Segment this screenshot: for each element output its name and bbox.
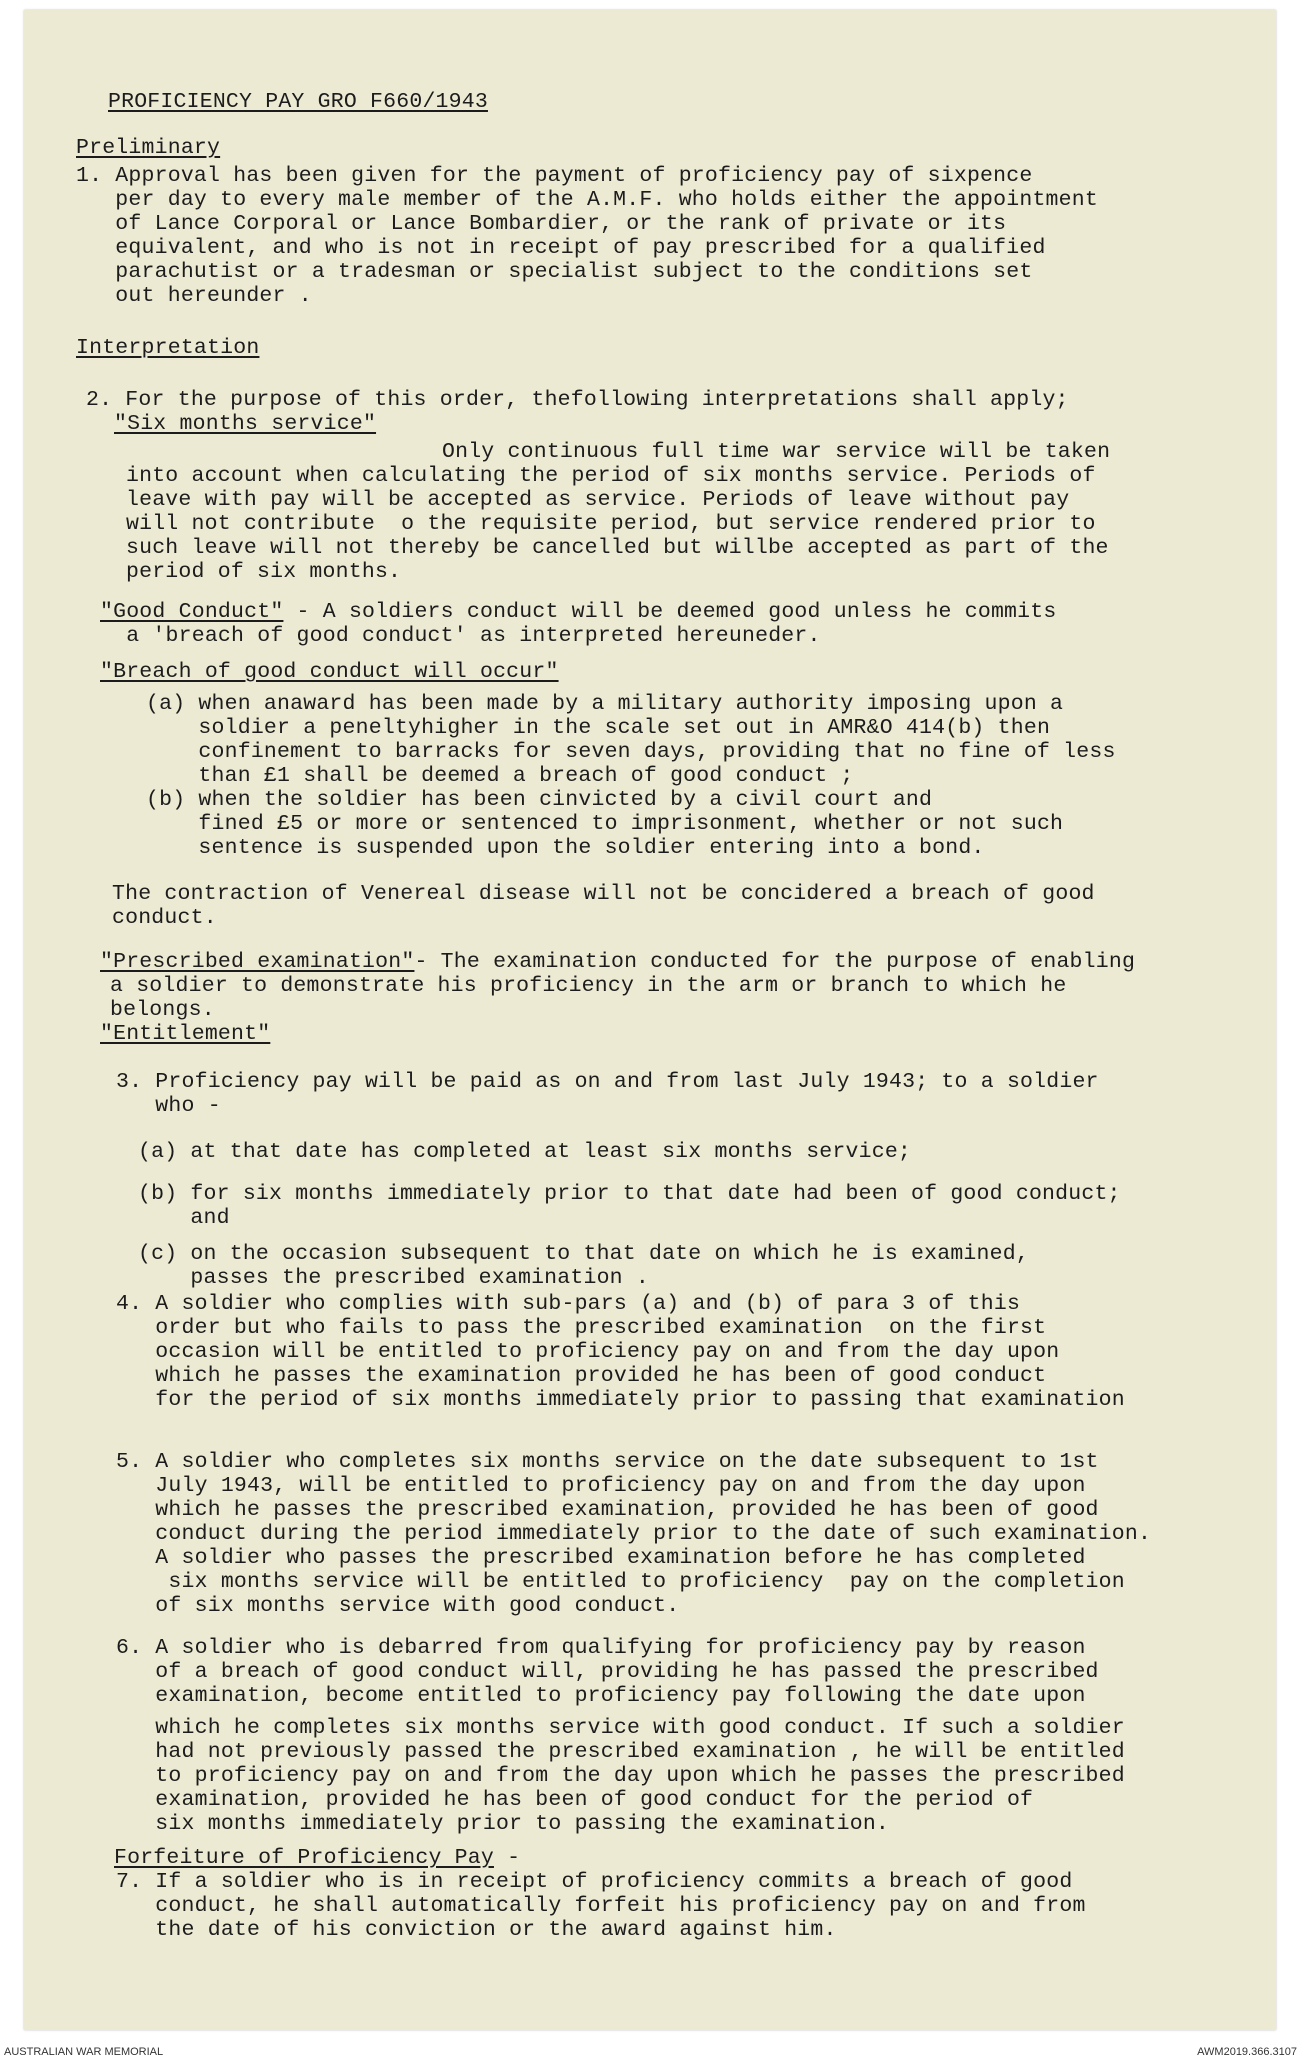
footer-accession-number: AWM2019.366.3107 xyxy=(1197,2046,1297,2058)
text-line: occasion will be entitled to proficiency pay on and from the day upon xyxy=(116,1340,1060,1364)
text-line: The contraction of Venereal disease will not be concidered a breach of good xyxy=(112,882,1095,906)
document-title: PROFICIENCY PAY GRO F660/1943 xyxy=(108,90,488,114)
text-line: (c) on the occasion subsequent to that date on which he is examined, xyxy=(138,1242,1029,1266)
text-line: soldier a peneltyhigher in the scale set out in AMR&O 414(b) then xyxy=(146,716,1051,740)
forfeiture-heading-line xyxy=(114,1846,520,1870)
text-line: period of six months. xyxy=(126,560,402,584)
text-line: per day to every male member of the A.M.F. who holds either the appointment xyxy=(76,188,1098,212)
text-line: a soldier to demonstrate his proficiency in the arm or branch to which he xyxy=(110,974,1067,998)
heading-entitlement: "Entitlement" xyxy=(100,1022,271,1046)
paragraph-3-item-a: (a) at that date has completed at least six months service; xyxy=(138,1140,912,1164)
heading-suffix: - xyxy=(493,1846,521,1870)
paragraph-2-intro: 2. For the purpose of this order, thefollowing interpretations shall apply; xyxy=(86,388,1069,412)
text-line: 6. A soldier who is debarred from qualifying for proficiency pay by reason xyxy=(116,1636,1086,1660)
archive-footer xyxy=(0,2036,1303,2061)
text-line: fined £5 or more or sentenced to imprisonment, whether or not such xyxy=(146,812,1064,836)
good-conduct-definition xyxy=(100,600,1056,624)
text-line: and xyxy=(138,1206,230,1230)
heading-six-months-service: "Six months service" xyxy=(114,412,377,436)
text-line: than £1 shall be deemed a breach of good conduct ; xyxy=(146,764,854,788)
text-line: 7. If a soldier who is in receipt of proficiency commits a breach of good xyxy=(116,1870,1073,1894)
text-line: which he completes six months service with good conduct. If such a soldier xyxy=(116,1716,1125,1740)
text-line: to proficiency pay on and from the day upon which he passes the prescribed xyxy=(116,1764,1125,1788)
heading-interpretation: Interpretation xyxy=(76,336,260,360)
heading-forfeiture: Forfeiture of Proficiency Pay xyxy=(114,1846,494,1870)
heading-preliminary: Preliminary xyxy=(76,136,221,160)
text-line: (b) for six months immediately prior to that date had been of good conduct; xyxy=(138,1182,1121,1206)
text-line: of Lance Corporal or Lance Bombardier, or the rank of private or its xyxy=(76,212,1007,236)
text-line: (a) when anaward has been made by a military authority imposing upon a xyxy=(146,692,1064,716)
text-line: out hereunder . xyxy=(76,284,312,308)
text-line: six months immediately prior to passing the examination. xyxy=(116,1812,890,1836)
text-line: - A soldiers conduct will be deemed good unless he commits xyxy=(283,600,1057,624)
text-line: examination, provided he has been of good conduct for the period of xyxy=(116,1788,1034,1812)
heading-good-conduct: "Good Conduct" xyxy=(100,600,284,624)
text-line: conduct during the period immediately prior to the date of such examination. xyxy=(116,1522,1152,1546)
text-line: for the period of six months immediately prior to passing that examination xyxy=(116,1388,1125,1412)
text-line: had not previously passed the prescribed examination , he will be entitled xyxy=(116,1740,1125,1764)
text-line: will not contribute o the requisite period, but service rendered prior to xyxy=(126,512,1096,536)
text-line: such leave will not thereby be cancelled but willbe accepted as part of the xyxy=(126,536,1109,560)
text-line: passes the prescribed examination . xyxy=(138,1266,649,1290)
text-line: A soldier who passes the prescribed examination before he has completed xyxy=(116,1546,1086,1570)
text-line: - The examination conducted for the purpose of enabling xyxy=(414,950,1136,974)
text-line: confinement to barracks for seven days, providing that no fine of less xyxy=(146,740,1116,764)
text-line: into account when calculating the period of six months service. Periods of xyxy=(126,464,1096,488)
text-line: 1. Approval has been given for the payment of proficiency pay of sixpence xyxy=(76,164,1033,188)
heading-prescribed-examination: "Prescribed examination" xyxy=(100,950,415,974)
text-line: conduct. xyxy=(112,906,217,930)
document-body xyxy=(24,10,1276,2030)
text-line: six months service will be entitled to proficiency pay on the completion xyxy=(116,1570,1125,1594)
text-line: conduct, he shall automatically forfeit his proficiency pay on and from xyxy=(116,1894,1086,1918)
prescribed-examination-definition xyxy=(100,950,1135,974)
text-line: parachutist or a tradesman or specialist subject to the conditions set xyxy=(76,260,1033,284)
text-line: July 1943, will be entitled to proficiency pay on and from the day upon xyxy=(116,1474,1086,1498)
text-line: examination, become entitled to proficiency pay following the date upon xyxy=(116,1684,1086,1708)
text-line: Only continuous full time war service will be taken xyxy=(442,440,1111,464)
text-line: order but who fails to pass the prescribed examination on the first xyxy=(116,1316,1047,1340)
text-line: (b) when the soldier has been cinvicted by a civil court and xyxy=(146,788,933,812)
text-line: belongs. xyxy=(110,998,215,1022)
text-line: equivalent, and who is not in receipt of pay prescribed for a qualified xyxy=(76,236,1046,260)
text-line: 5. A soldier who completes six months service on the date subsequent to 1st xyxy=(116,1450,1099,1474)
text-line: which he passes the prescribed examination, provided he has been of good xyxy=(116,1498,1099,1522)
text-line: 3. Proficiency pay will be paid as on and from last July 1943; to a soldier xyxy=(116,1070,1099,1094)
text-line: the date of his conviction or the award against him. xyxy=(116,1918,837,1942)
document-sheet xyxy=(24,10,1276,2030)
text-line: which he passes the examination provided he has been of good conduct xyxy=(116,1364,1047,1388)
text-line: who - xyxy=(116,1094,221,1118)
text-line: sentence is suspended upon the soldier entering into a bond. xyxy=(146,836,985,860)
text-line: a 'breach of good conduct' as interpreted hereuneder. xyxy=(100,624,821,648)
footer-institution: AUSTRALIAN WAR MEMORIAL xyxy=(4,2046,164,2058)
text-line: 4. A soldier who complies with sub-pars (a) and (b) of para 3 of this xyxy=(116,1292,1021,1316)
text-line: of six months service with good conduct. xyxy=(116,1594,680,1618)
text-line: of a breach of good conduct will, providing he has passed the prescribed xyxy=(116,1660,1099,1684)
text-line: leave with pay will be accepted as service. Periods of leave without pay xyxy=(126,488,1070,512)
heading-breach-of-good-conduct: "Breach of good conduct will occur" xyxy=(100,660,559,684)
